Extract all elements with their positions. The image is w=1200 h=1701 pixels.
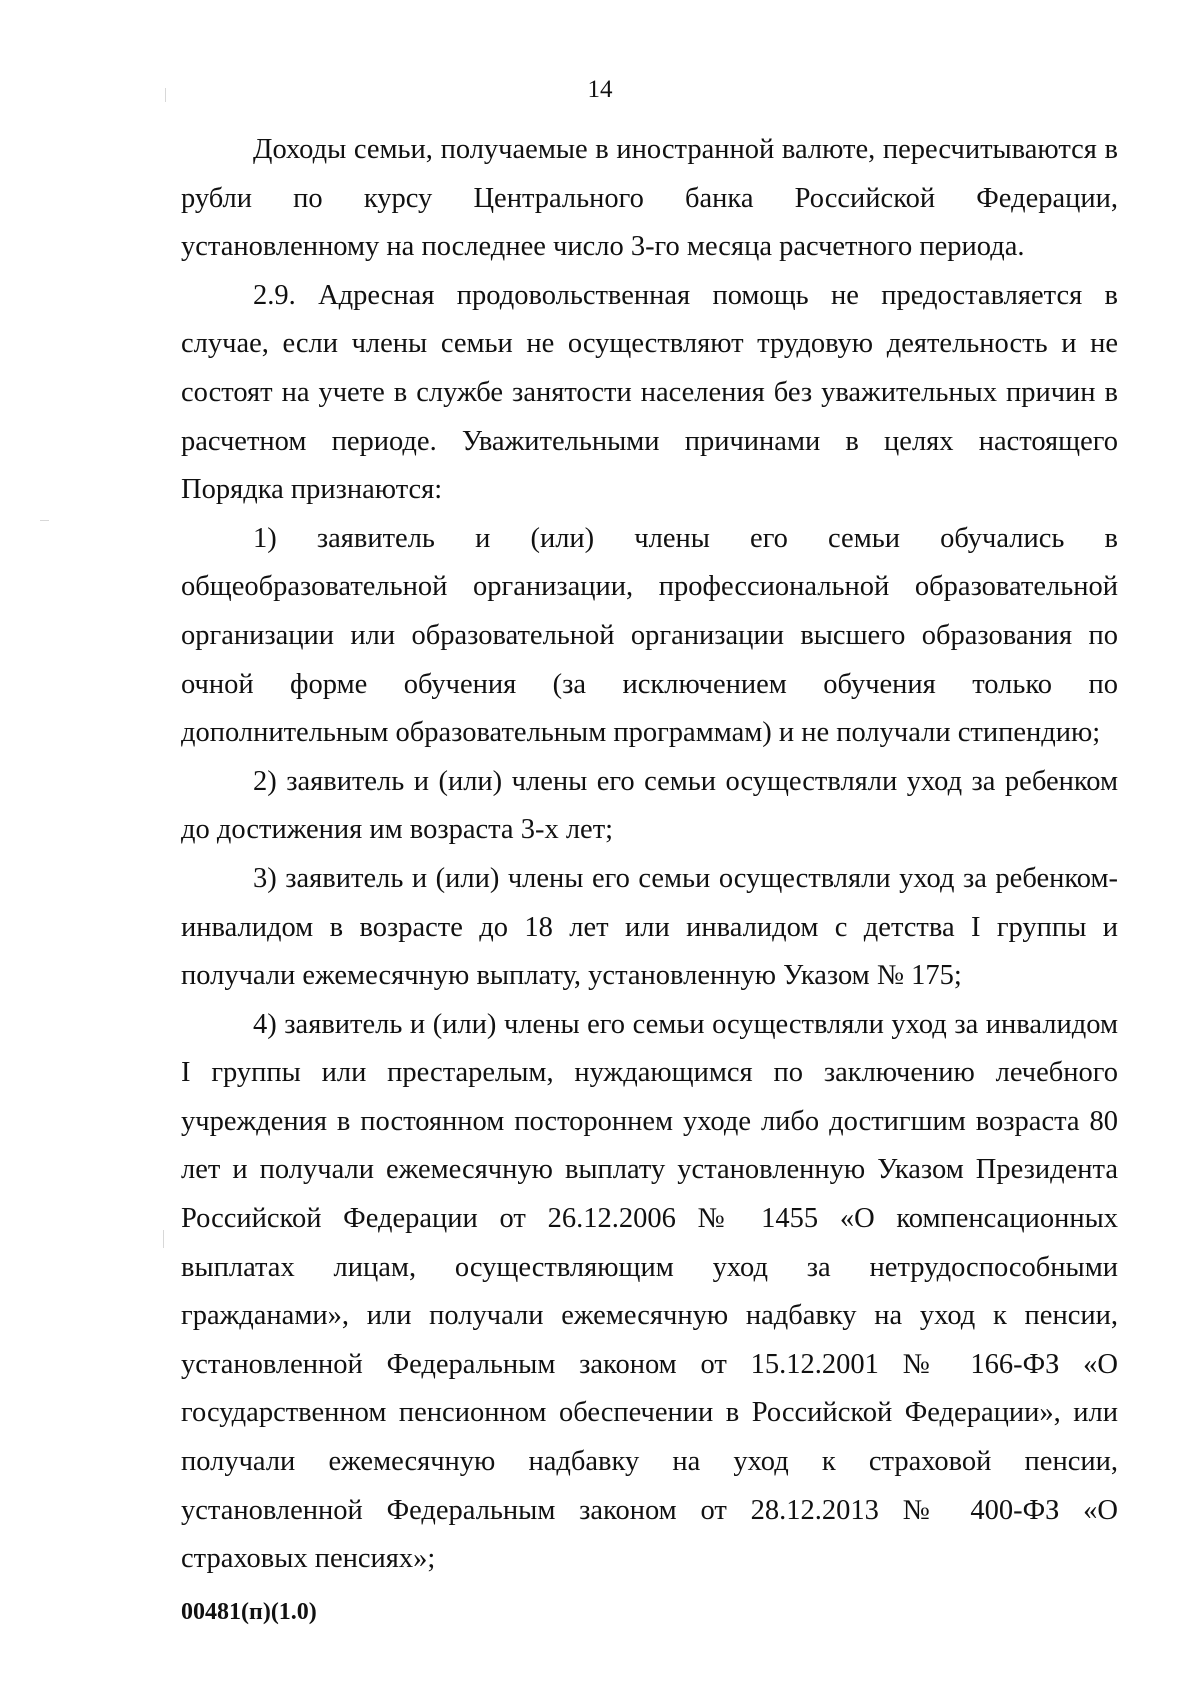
list-item-3-disabled-child-care: 3) заявитель и (или) члены его семьи осуществляли уход за ребенком-инвалидом в возрасте до 18 лет или инвалидом с детства I группы и получали ежемесячную выплату, установленную Указом № 175; (181, 862, 1118, 992)
scan-artifact-left-lower (163, 1230, 164, 1248)
list-item-2-child-care: 2) заявитель и (или) члены его семьи осуществляли уход за ребенком до достижения им возраста 3-х лет; (181, 765, 1118, 846)
document-code: 00481(п)(1.0) (181, 1599, 317, 1625)
paragraph-currency-conversion: Доходы семьи, получаемые в иностранной валюте, пересчитываются в рубли по курсу Центрального банка Российской Федерации, установленному на последнее число 3-го месяца расчетного периода. (181, 134, 1118, 263)
paragraph-2-9-refusal-conditions: 2.9. Адресная продовольственная помощь не предоставляется в случае, если члены семьи не осуществляют трудовую деятельность и не состоят на учете в службе занятости населения без уважительных причин в расчетном периоде. Уважительными причинами в целях настоящего Порядка признаются: (181, 279, 1118, 506)
list-item-1-education: 1) заявитель и (или) члены его семьи обучались в общеобразовательной организации, профессиональной образовательной организации или образовательной организации высшего образования по очной форме обучения (за исключением обучения только по дополнительным образовательным программам) и не получали стипендию; (181, 522, 1118, 749)
list-item-4-disabled-elderly-care: 4) заявитель и (или) члены его семьи осуществляли уход за инвалидом I группы или престарелым, нуждающимся по заключению лечебного учреждения в постоянном постороннем уходе либо достигшим возраста 80 лет и получали ежемесячную выплату установленную Указом Президента Российской Федерации от 26.12.2006 № 1455 «О компенсационных выплатах лицам, осуществляющим уход за нетрудоспособными гражданами», или получали ежемесячную надбавку на уход к пенсии, установленной Федеральным законом от 15.12.2001 № 166-ФЗ «О государственном пенсионном обеспечении в Российской Федерации», или получали ежемесячную надбавку на уход к страховой пенсии, установленной Федеральным законом от 28.12.2013 № 400-ФЗ «О страховых пенсиях»; (181, 1008, 1118, 1575)
document-body (181, 126, 1118, 1584)
scan-artifact-left (40, 520, 49, 521)
page-number: 14 (587, 76, 613, 103)
